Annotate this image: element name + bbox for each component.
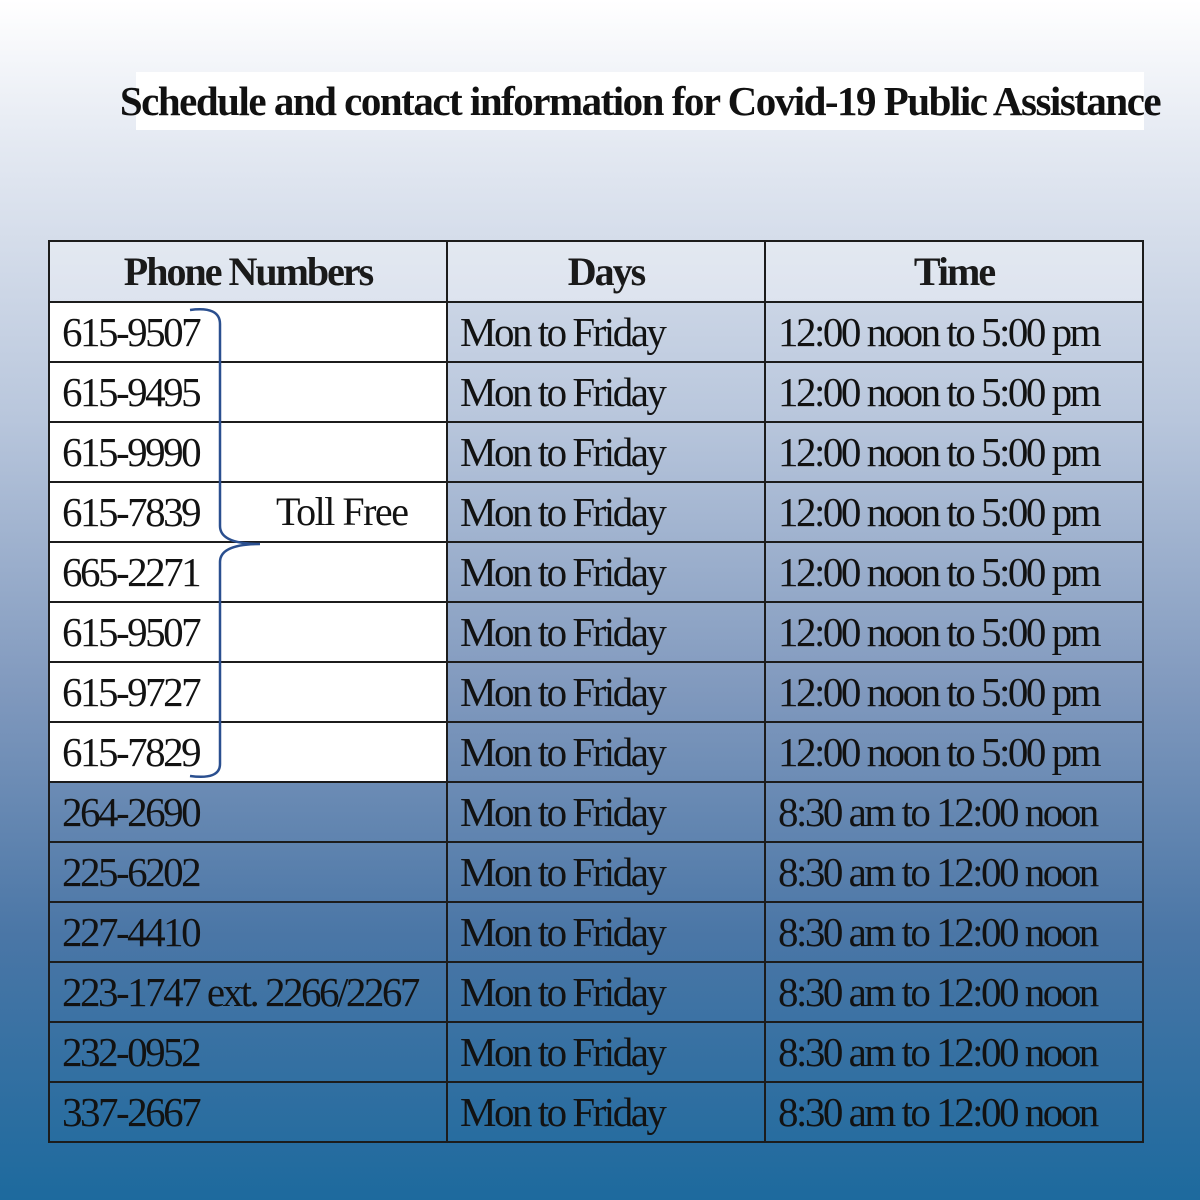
table-row (49, 722, 1143, 782)
time-cell: 12:00 noon to 5:00 pm (765, 422, 1143, 482)
time-cell: 12:00 noon to 5:00 pm (765, 542, 1143, 602)
days-cell: Mon to Friday (447, 902, 765, 962)
days-cell: Mon to Friday (447, 602, 765, 662)
page-title: Schedule and contact information for Covid-19 Public Assistance (136, 72, 1144, 130)
table-row (49, 422, 1143, 482)
table-row (49, 902, 1143, 962)
header-phone-numbers: Phone Numbers (49, 241, 447, 302)
days-cell: Mon to Friday (447, 482, 765, 542)
toll-free-label: Toll Free (276, 489, 408, 534)
phone-cell: 615-9507 (49, 602, 447, 662)
days-cell: Mon to Friday (447, 1082, 765, 1142)
days-cell: Mon to Friday (447, 1022, 765, 1082)
days-cell: Mon to Friday (447, 782, 765, 842)
time-cell: 12:00 noon to 5:00 pm (765, 302, 1143, 362)
time-cell: 8:30 am to 12:00 noon (765, 1082, 1143, 1142)
table-row (49, 302, 1143, 362)
schedule-table (48, 240, 1144, 1143)
phone-cell: 615-9507 (49, 302, 447, 362)
phone-cell: 665-2271 (49, 542, 447, 602)
days-cell: Mon to Friday (447, 722, 765, 782)
days-cell: Mon to Friday (447, 962, 765, 1022)
phone-cell: 615-9990 (49, 422, 447, 482)
phone-cell: 225-6202 (49, 842, 447, 902)
phone-cell: 337-2667 (49, 1082, 447, 1142)
time-cell: 8:30 am to 12:00 noon (765, 902, 1143, 962)
header-days: Days (447, 241, 765, 302)
time-cell: 12:00 noon to 5:00 pm (765, 662, 1143, 722)
table-row (49, 842, 1143, 902)
table-row (49, 1082, 1143, 1142)
table-row (49, 602, 1143, 662)
phone-number: 615-7839 (62, 489, 200, 535)
days-cell: Mon to Friday (447, 542, 765, 602)
days-cell: Mon to Friday (447, 302, 765, 362)
days-cell: Mon to Friday (447, 362, 765, 422)
phone-cell: 232-0952 (49, 1022, 447, 1082)
time-cell: 8:30 am to 12:00 noon (765, 842, 1143, 902)
phone-cell: 223-1747 ext. 2266/2267 (49, 962, 447, 1022)
days-cell: Mon to Friday (447, 422, 765, 482)
time-cell: 12:00 noon to 5:00 pm (765, 482, 1143, 542)
table-row (49, 482, 1143, 542)
time-cell: 12:00 noon to 5:00 pm (765, 722, 1143, 782)
table-row (49, 962, 1143, 1022)
table-row (49, 542, 1143, 602)
time-cell: 12:00 noon to 5:00 pm (765, 602, 1143, 662)
phone-cell: 615-9495 (49, 362, 447, 422)
header-time: Time (765, 241, 1143, 302)
time-cell: 8:30 am to 12:00 noon (765, 1022, 1143, 1082)
table-row (49, 1022, 1143, 1082)
days-cell: Mon to Friday (447, 842, 765, 902)
header-row (49, 241, 1143, 302)
phone-cell: 615-9727 (49, 662, 447, 722)
days-cell: Mon to Friday (447, 662, 765, 722)
phone-cell: 615-7829 (49, 722, 447, 782)
table-row (49, 662, 1143, 722)
phone-cell-toll-free (49, 482, 447, 542)
table-row (49, 362, 1143, 422)
time-cell: 12:00 noon to 5:00 pm (765, 362, 1143, 422)
time-cell: 8:30 am to 12:00 noon (765, 782, 1143, 842)
phone-cell: 227-4410 (49, 902, 447, 962)
time-cell: 8:30 am to 12:00 noon (765, 962, 1143, 1022)
phone-cell: 264-2690 (49, 782, 447, 842)
schedule-table-container (48, 240, 1142, 1140)
table-row (49, 782, 1143, 842)
